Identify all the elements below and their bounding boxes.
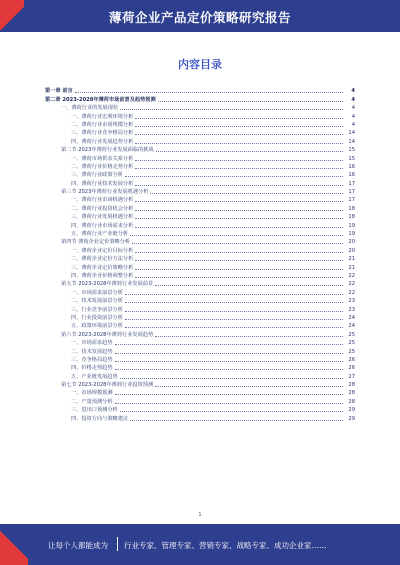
toc-entry-page: 21	[348, 264, 355, 271]
toc-leader-dots	[135, 134, 343, 135]
toc-leader-dots	[156, 151, 343, 152]
toc-entry-page: 17	[348, 180, 355, 187]
toc-entry-label: 三、薄荷企业定价策略分析	[71, 264, 134, 271]
toc-entry-label: 第二章 2023-2028年薄荷市场前景及趋势预测	[45, 96, 156, 103]
toc-entry-label: 四、价格走势趋势	[71, 365, 113, 372]
toc-entry-page: 14	[348, 138, 355, 145]
toc-entry-label: 三、竞争格局趋势	[71, 356, 113, 363]
toc-entry[interactable]	[45, 371, 355, 379]
toc-entry-label: 四、薄荷行业发展趋势分析	[71, 138, 134, 145]
toc-entry[interactable]	[45, 220, 355, 228]
toc-entry[interactable]	[45, 304, 355, 312]
toc-leader-dots	[158, 101, 343, 102]
toc-entry-label: 第二节 2023年薄荷行业发展面临的挑战	[61, 147, 154, 154]
toc-leader-dots	[135, 118, 343, 119]
toc-leader-dots	[135, 227, 343, 228]
toc-entry-page: 29	[348, 407, 355, 414]
footer-slogan: 让每个人都能成为	[48, 541, 108, 550]
toc-entry-page: 16	[348, 172, 355, 179]
document-title: 薄荷企业产品定价策略研究报告	[108, 10, 291, 25]
document-footer	[0, 524, 400, 565]
toc-entry[interactable]	[45, 136, 355, 144]
toc-entry[interactable]	[45, 153, 355, 161]
document-header	[0, 0, 400, 32]
toc-entry[interactable]	[45, 380, 355, 388]
toc-entry-label: 一、市场需求前景分析	[71, 289, 123, 296]
toc-entry-page: 4	[351, 113, 355, 120]
toc-leader-dots	[125, 327, 343, 328]
toc-entry-page: 27	[348, 373, 355, 380]
toc-leader-dots	[135, 201, 343, 202]
toc-entry-page: 23	[348, 298, 355, 305]
toc-leader-dots	[135, 218, 343, 219]
toc-leader-dots	[155, 336, 343, 337]
toc-leader-dots	[130, 420, 343, 421]
toc-entry-label: 二、薄荷行业价格走势分析	[71, 163, 134, 170]
toc-entry[interactable]	[45, 279, 355, 287]
toc-entry[interactable]	[45, 262, 355, 270]
toc-entry[interactable]	[45, 363, 355, 371]
toc-entry-label: 五、薄荷行业产业链分析	[71, 231, 129, 238]
page-number: 1	[198, 512, 202, 518]
toc-entry[interactable]	[45, 413, 355, 421]
toc-entry-page: 28	[348, 390, 355, 397]
toc-leader-dots	[135, 143, 343, 144]
toc-entry[interactable]	[45, 254, 355, 262]
toc-entry-page: 25	[348, 348, 355, 355]
toc-entry-label: 第一章 前言	[45, 88, 73, 95]
toc-entry-page: 15	[348, 155, 355, 162]
toc-entry[interactable]	[45, 86, 355, 94]
toc-entry[interactable]	[45, 178, 355, 186]
toc-entry-label: 二、薄荷行业市场规模分析	[71, 121, 134, 128]
toc-entry-label: 一、市场规模预测	[71, 390, 113, 397]
toc-leader-dots	[135, 126, 343, 127]
toc-entry-label: 二、薄荷企业定价方法分析	[71, 256, 134, 263]
toc-entry-page: 19	[348, 231, 355, 238]
toc-leader-dots	[75, 92, 343, 93]
toc-leader-dots	[150, 193, 343, 194]
toc-leader-dots	[135, 252, 343, 253]
toc-leader-dots	[125, 176, 343, 177]
toc-entry[interactable]	[45, 296, 355, 304]
toc-heading: 内容目录	[178, 58, 222, 71]
toc-entry[interactable]	[45, 212, 355, 220]
toc-entry-page: 4	[351, 96, 355, 103]
toc-entry[interactable]	[45, 313, 355, 321]
toc-entry-label: 二、薄荷行业投资机会分析	[71, 205, 134, 212]
toc-entry-page: 18	[348, 214, 355, 221]
toc-leader-dots	[125, 302, 343, 303]
toc-leader-dots	[135, 277, 343, 278]
toc-entry[interactable]	[45, 103, 355, 111]
toc-entry[interactable]	[45, 329, 355, 337]
toc-leader-dots	[135, 160, 343, 161]
toc-entry-label: 一、薄荷行业的发展现状	[61, 105, 119, 112]
toc-entry-page: 18	[348, 205, 355, 212]
toc-leader-dots	[135, 269, 343, 270]
toc-entry[interactable]	[45, 111, 355, 119]
toc-entry-label: 第五节 2023-2028年薄荷行业发展前景	[61, 281, 154, 288]
toc-entry-label: 五、产业链发展趋势	[71, 373, 118, 380]
toc-entry-label: 第四节 薄荷企业定价策略分析	[61, 239, 131, 246]
toc-entry-label: 三、薄荷行业发展机遇分析	[71, 214, 134, 221]
toc-leader-dots	[125, 319, 343, 320]
toc-entry-page: 20	[348, 247, 355, 254]
toc-entry-label: 四、薄荷行业市场需求分析	[71, 222, 134, 229]
toc-leader-dots	[130, 235, 343, 236]
toc-leader-dots	[132, 243, 343, 244]
toc-entry-label: 一、薄荷行业宏观环境分析	[71, 113, 134, 120]
toc-leader-dots	[115, 403, 343, 404]
toc-entry[interactable]	[45, 388, 355, 396]
toc-entry-label: 三、薄荷行业竞争格局分析	[71, 130, 134, 137]
toc-entry-page: 24	[348, 323, 355, 330]
toc-entry[interactable]	[45, 271, 355, 279]
toc-leader-dots	[125, 311, 343, 312]
toc-leader-dots	[120, 109, 343, 110]
toc-leader-dots	[135, 210, 343, 211]
toc-entry-page: 17	[348, 197, 355, 204]
toc-entry-page: 24	[348, 314, 355, 321]
toc-leader-dots	[155, 386, 343, 387]
toc-entry-label: 第六节 2023-2028年薄荷行业发展趋势	[61, 331, 154, 338]
footer-roles: 行业专家、管理专家、营销专家、战略专家、成功企业家……	[124, 541, 327, 550]
toc-leader-dots	[115, 344, 343, 345]
toc-leader-dots	[120, 411, 343, 412]
toc-entry[interactable]	[45, 405, 355, 413]
toc-entry-label: 四、投资方向与策略建议	[71, 415, 129, 422]
toc-entry-page: 19	[348, 222, 355, 229]
toc-entry-label: 三、薄荷行业政策分析	[71, 172, 123, 179]
toc-entry-page: 4	[351, 88, 355, 95]
toc-entry-page: 21	[348, 256, 355, 263]
toc-entry[interactable]	[45, 195, 355, 203]
toc-entry-label: 二、产量预测分析	[71, 398, 113, 405]
toc-entry[interactable]	[45, 162, 355, 170]
toc-entry-page: 14	[348, 130, 355, 137]
toc-leader-dots	[115, 353, 343, 354]
toc-entry[interactable]	[45, 170, 355, 178]
toc-entry-label: 三、进出口预测分析	[71, 407, 118, 414]
toc-entry[interactable]	[45, 321, 355, 329]
toc-leader-dots	[135, 185, 343, 186]
toc-entry-page: 25	[348, 340, 355, 347]
toc-entry[interactable]	[45, 355, 355, 363]
toc-entry-label: 四、薄荷行业技术发展分析	[71, 180, 134, 187]
toc-entry[interactable]	[45, 237, 355, 245]
toc-entry[interactable]	[45, 245, 355, 253]
toc-entry-page: 23	[348, 306, 355, 313]
toc-entry[interactable]	[45, 128, 355, 136]
toc-entry-label: 五、政策环境前景分析	[71, 323, 123, 330]
toc-entry-page: 26	[348, 365, 355, 372]
toc-leader-dots	[115, 361, 343, 362]
toc-entry-page: 28	[348, 398, 355, 405]
toc-entry-page: 22	[348, 272, 355, 279]
toc-entry-label: 一、市场需求趋势	[71, 340, 113, 347]
toc-entry-page: 4	[351, 121, 355, 128]
toc-entry[interactable]	[45, 229, 355, 237]
toc-entry-label: 第三节 2023年薄荷行业发展机遇分析	[61, 189, 149, 196]
footer-separator	[117, 537, 118, 551]
toc-entry[interactable]	[45, 287, 355, 295]
table-of-contents	[45, 86, 355, 422]
toc-entry-page: 28	[348, 382, 355, 389]
toc-entry-page: 25	[348, 331, 355, 338]
toc-entry[interactable]	[45, 145, 355, 153]
toc-entry-label: 二、技术发展前景分析	[71, 298, 123, 305]
toc-leader-dots	[135, 260, 343, 261]
toc-entry-page: 29	[348, 415, 355, 422]
toc-entry[interactable]	[45, 338, 355, 346]
toc-entry-page: 15	[348, 147, 355, 154]
toc-entry-page: 20	[348, 239, 355, 246]
toc-entry-page: 4	[351, 105, 355, 112]
toc-leader-dots	[115, 394, 343, 395]
toc-entry[interactable]	[45, 396, 355, 404]
toc-entry[interactable]	[45, 120, 355, 128]
toc-entry-label: 一、薄荷行业市场机遇分析	[71, 197, 134, 204]
toc-entry-label: 二、技术发展趋势	[71, 348, 113, 355]
toc-entry-page: 17	[348, 189, 355, 196]
toc-leader-dots	[135, 168, 343, 169]
toc-leader-dots	[155, 285, 343, 286]
toc-leader-dots	[115, 369, 343, 370]
toc-entry[interactable]	[45, 94, 355, 102]
toc-entry-label: 三、行业竞争前景分析	[71, 306, 123, 313]
toc-entry-label: 一、薄荷市场供求关系分析	[71, 155, 134, 162]
toc-leader-dots	[120, 378, 343, 379]
toc-entry-page: 22	[348, 281, 355, 288]
toc-entry[interactable]	[45, 346, 355, 354]
toc-entry-page: 26	[348, 356, 355, 363]
toc-entry[interactable]	[45, 187, 355, 195]
toc-entry-page: 22	[348, 289, 355, 296]
toc-leader-dots	[125, 294, 343, 295]
toc-entry[interactable]	[45, 203, 355, 211]
toc-entry-label: 一、薄荷企业定价目标分析	[71, 247, 134, 254]
toc-entry-label: 四、行业投资前景分析	[71, 314, 123, 321]
toc-entry-label: 第七节 2023-2028年薄荷行业投资预测	[61, 382, 154, 389]
footer-accent-wedge	[0, 524, 28, 565]
toc-entry-page: 16	[348, 163, 355, 170]
toc-entry-label: 四、薄荷企业价格调整分析	[71, 272, 134, 279]
